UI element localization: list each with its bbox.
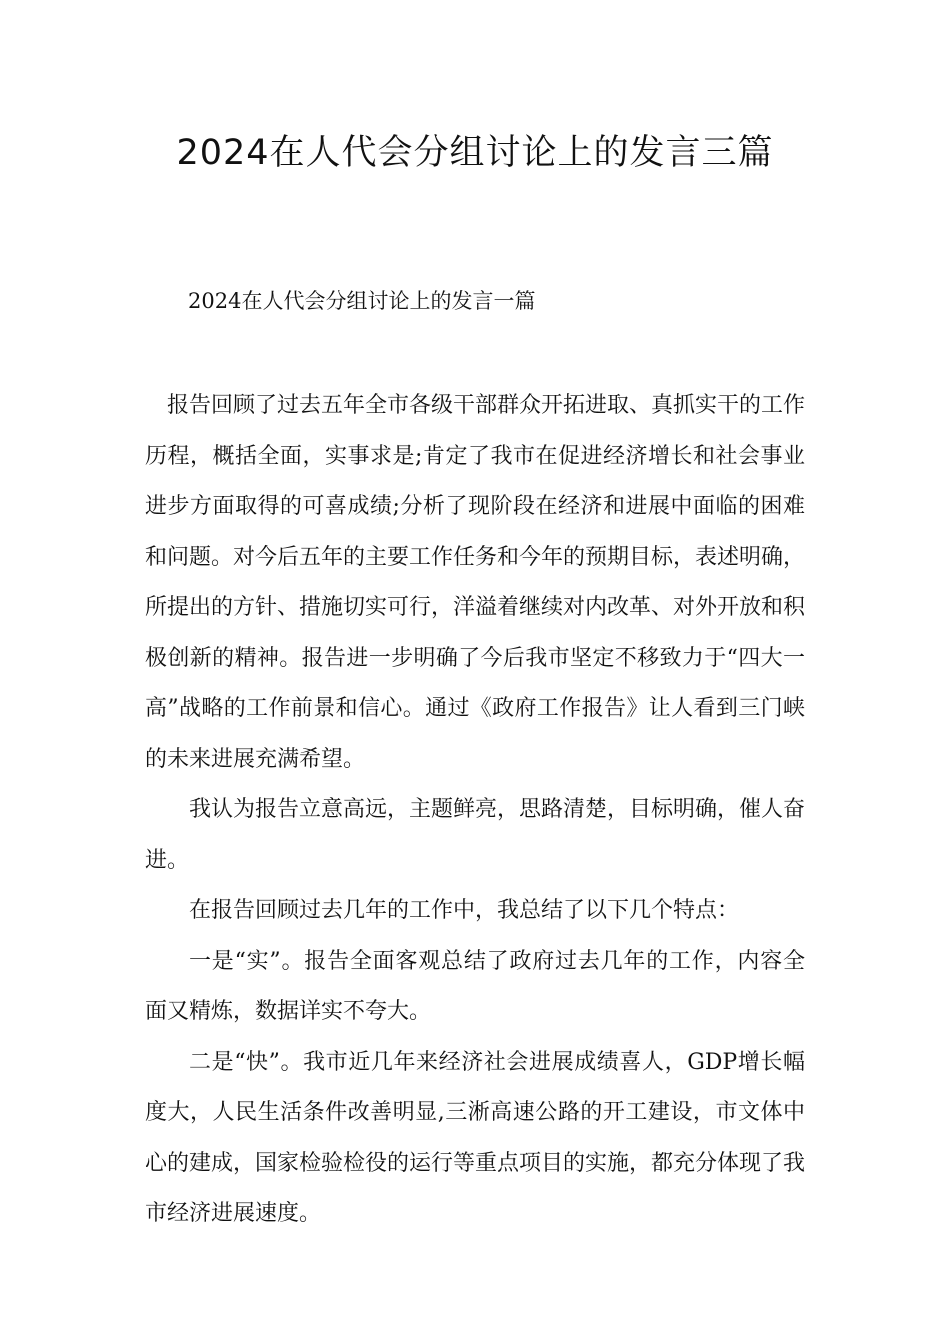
paragraph: 报告回顾了过去五年全市各级干部群众开拓进取、真抓实干的工作历程，概括全面，实事求是;肯定了我市在促进经济增长和社会事业进步方面取得的可喜成绩;分析了现阶段在经济和进展中面临的困难和问题。对今后五年的主要工作任务和今年的预期目标，表述明确，所提出的方针、措施切实可行，洋溢着继续对内改革、对外开放和积极创新的精神。报告进一步明确了今后我市坚定不移致力于“四大一高”战略的工作前景和信心。通过《政府工作报告》让人看到三门峡的未来进展充满希望。 (145, 393, 806, 772)
paragraph: 一是“实”。报告全面客观总结了政府过去几年的工作，内容全面又精炼，数据详实不夸大。 (145, 948, 805, 1024)
section-subtitle: 2024在人代会分组讨论上的发言一篇 (188, 289, 536, 313)
paragraph: 二是“快”。我市近几年来经济社会进展成绩喜人，GDP增长幅度大，人民生活条件改善明显,三淅高速公路的开工建设，市文体中心的建成，国家检验检役的运行等重点项目的实施，都充分体现了我市经济进展速度。 (145, 1049, 806, 1226)
document-title: 2024在人代会分组讨论上的发言三篇 (176, 133, 774, 173)
paragraph: 在报告回顾过去几年的工作中，我总结了以下几个特点： (189, 898, 740, 923)
paragraph: 我认为报告立意高远，主题鲜亮，思路清楚，目标明确，催人奋进。 (145, 797, 806, 873)
document-body (145, 381, 805, 1240)
